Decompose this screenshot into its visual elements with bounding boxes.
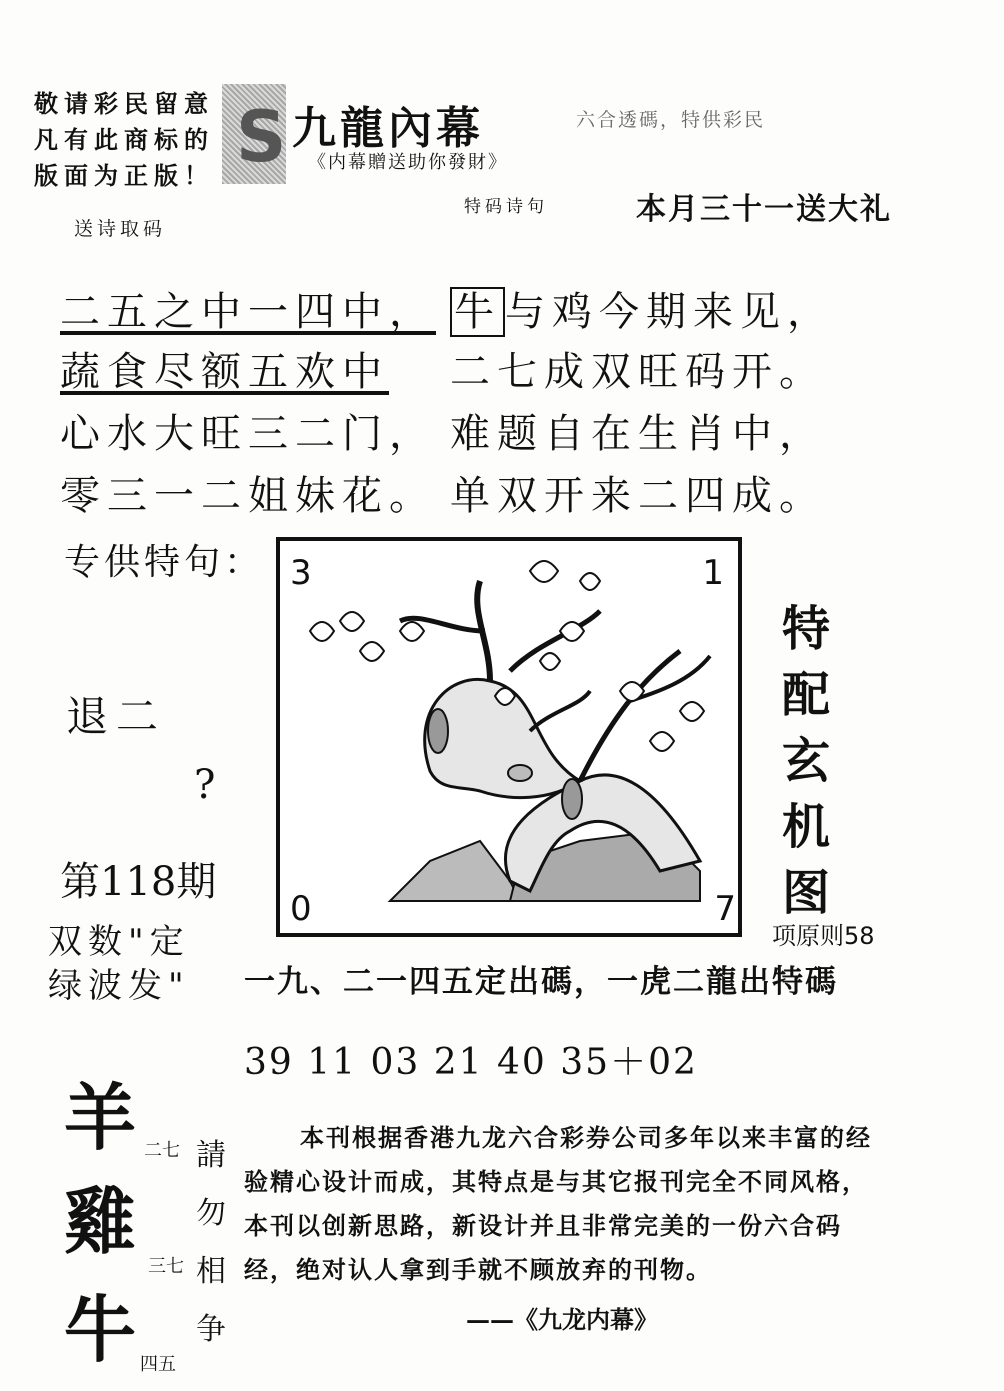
brand-tagline: 《内幕贈送助你發財》: [308, 152, 508, 173]
notice-block: [34, 86, 214, 194]
vertical-warning-char: 請: [196, 1138, 226, 1173]
poem-right-line-2: 二七成双旺码开。: [450, 349, 826, 395]
number-line: 39 11 03 21 40 35＋02: [244, 1042, 698, 1083]
poem-right-line-3: 难题自在生肖中，: [450, 411, 826, 457]
poem-right-line-4: 单双开来二四成。: [450, 473, 826, 519]
corner-top-left: 3: [290, 553, 312, 593]
zodiac-char-sheep: 羊: [64, 1075, 137, 1160]
question-mark: ?: [194, 762, 216, 808]
rule-label: 项原则58: [772, 922, 875, 950]
poem-left-line-4: 零三一二姐妹花。: [60, 473, 436, 519]
zodiac-number: 四五: [140, 1354, 176, 1375]
poem-left-line-3: 心水大旺三二门，: [60, 411, 436, 457]
zodiac-char-ox: 牛: [64, 1287, 137, 1372]
brand-subtitle: 六合透碼，特供彩民: [576, 109, 766, 131]
hint-line-1: 双数"定: [48, 922, 190, 962]
logo-mark: S: [236, 96, 287, 178]
special-label: 专供特句：: [64, 542, 265, 583]
bonsai-tree-icon: [280, 541, 738, 933]
vertical-warning-char: 争: [196, 1312, 226, 1347]
zodiac-char-rooster: 雞: [64, 1179, 137, 1264]
retreat-text: 退二: [66, 692, 167, 741]
boxed-zodiac: 牛: [450, 287, 505, 337]
poem-left-line-1: 二五之中一四中，: [60, 289, 436, 335]
notice-line: 凡有此商标的: [34, 125, 214, 154]
intro-signature: ——《九龙内幕》: [466, 1305, 658, 1334]
corner-top-right: 1: [702, 553, 724, 593]
zodiac-number: 二七: [144, 1140, 180, 1161]
poem-right-line-1: 牛 与鸡今期来见，: [450, 280, 834, 337]
brand-title: 九龍內幕: [292, 103, 484, 154]
send-poem-label: 送诗取码: [74, 218, 167, 240]
issue-number: 第118期: [60, 859, 217, 905]
notice-line: 敬请彩民留意: [34, 89, 214, 118]
vertical-title-char: 配: [781, 667, 830, 723]
picture-frame: [276, 537, 742, 937]
poem-left-line-2: 蔬食尽额五欢中: [60, 349, 389, 395]
corner-bottom-right: 7: [714, 889, 736, 929]
clue-line: 一九、二一四五定出碼，一虎二龍出特碼: [244, 964, 838, 1000]
vertical-warning-char: 相: [196, 1254, 226, 1289]
vertical-title-char: 图: [781, 865, 830, 921]
vertical-title: [776, 596, 836, 926]
poem-tag: 特码诗句: [464, 197, 548, 217]
notice-line: 版面为正版！: [34, 161, 214, 190]
corner-bottom-left: 0: [290, 889, 312, 929]
vertical-warning-char: 勿: [196, 1196, 226, 1231]
intro-paragraph: 本刊根据香港九龙六合彩券公司多年以来丰富的经验精心设计而成，其特点是与其它报刊完全不同风格，本刊以创新思路，新设计并且非常完美的一份六合码经，绝对认人拿到手就不顾放弃的刊物。: [244, 1123, 872, 1284]
vertical-title-char: 玄: [781, 733, 830, 789]
hint-line-2: 绿波发": [48, 966, 190, 1006]
zodiac-number: 三七: [148, 1256, 184, 1277]
vertical-title-char: 特: [781, 601, 830, 657]
gift-label: 本月三十一送大礼: [636, 192, 892, 227]
vertical-title-char: 机: [781, 799, 830, 855]
